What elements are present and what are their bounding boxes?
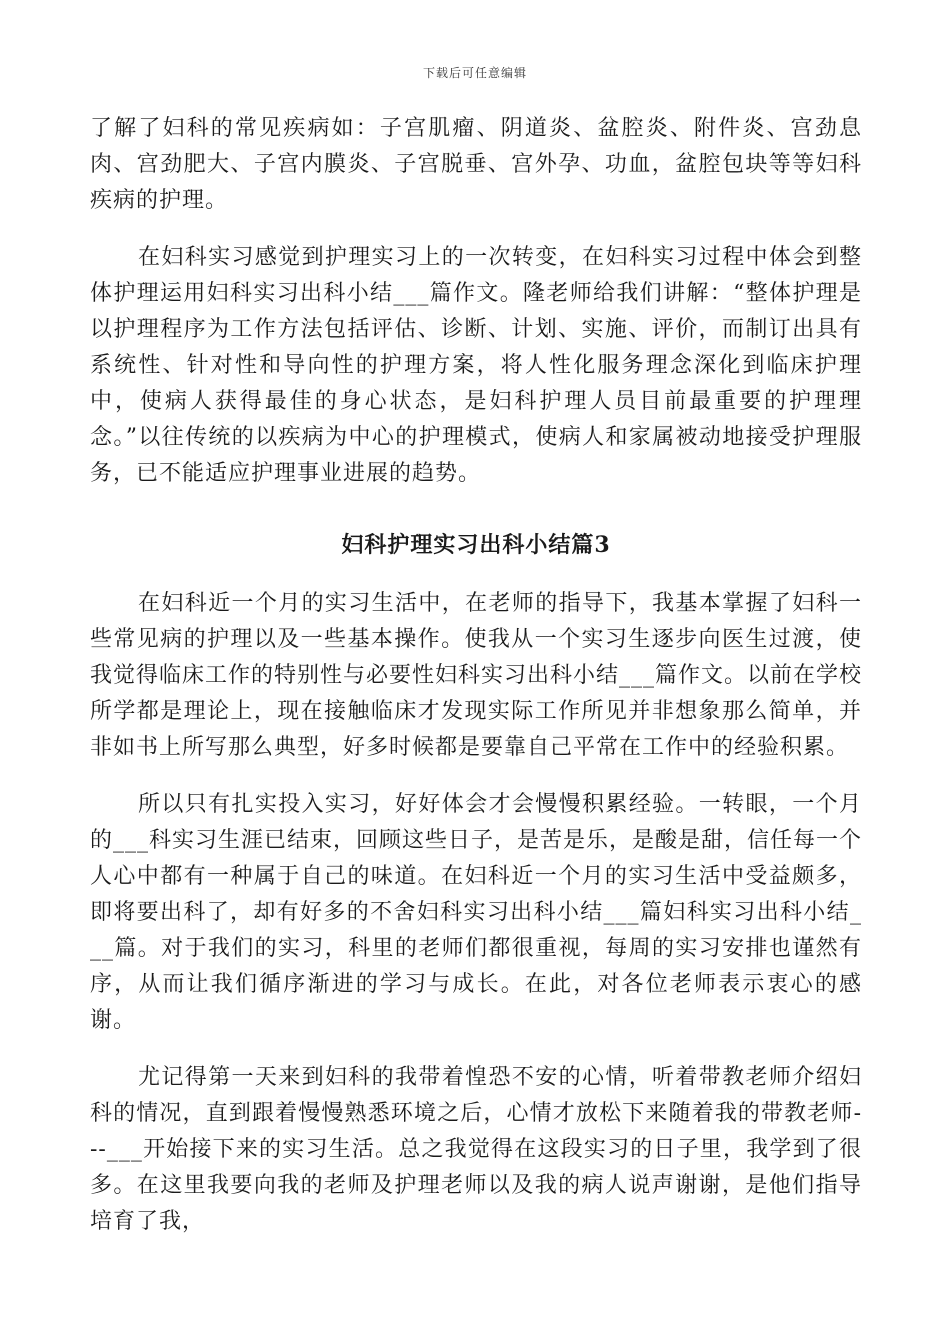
paragraph-holistic-nursing: 在妇科实习感觉到护理实习上的一次转变，在妇科实习过程中体会到整体护理运用妇科实习出科小结___篇作文。隆老师给我们讲解：“整体护理是以护理程序为工作方法包括评估、诊断、计划、实施、评价，而制订出具有系统性、针对性和导向性的护理方案，将人性化服务理念深化到临床护理中，使病人获得最佳的身心状态，是妇科护理人员目前最重要的护理理念。”以往传统的以疾病为中心的护理模式，使病人和家属被动地接受护理服务，已不能适应护理事业进展的趋势。	[90, 245, 862, 486]
document-body	[90, 111, 862, 1240]
section-title: 妇科护理实习出科小结篇3	[341, 532, 611, 558]
paragraph-disease-list: 了解了妇科的常见疾病如：子宫肌瘤、阴道炎、盆腔炎、附件炎、宫劲息肉、宫劲肥大、子宫内膜炎、子宫脱垂、宫外孕、功血，盆腔包块等等妇科疾病的护理。	[90, 116, 862, 213]
paragraph-gratitude: 所以只有扎实投入实习，好好体会才会慢慢积累经验。一转眼，一个月的___科实习生涯已结束，回顾这些日子，是苦是乐，是酸是甜，信任每一个人心中都有一种属于自己的味道。在妇科近一个月的实习生活中受益颇多，即将要出科了，却有好多的不舍妇科实习出科小结___篇妇科实习出科小结___篇。对于我们的实习，科里的老师们都很重视，每周的实习安排也谨然有序，从而让我们循序渐进的学习与成长。在此，对各位老师表示衷心的感谢。	[90, 792, 863, 1033]
paragraph-internship-month: 在妇科近一个月的实习生活中，在老师的指导下，我基本掌握了妇科一些常见病的护理以及一些基本操作。使我从一个实习生逐步向医生过渡，使我觉得临床工作的特别性与必要性妇科实习出科小结___篇作文。以前在学校所学都是理论上，现在接触临床才发现实际工作所见并非想象那么简单，并非如书上所写那么典型，好多时候都是要靠自己平常在工作中的经验积累。	[90, 591, 863, 760]
header-note: 下载后可任意编辑	[422, 66, 527, 80]
paragraph-first-day: 尤记得第一天来到妇科的我带着惶恐不安的心情，听着带教老师介绍妇科的情况，直到跟着慢慢熟悉环境之后，心情才放松下来随着我的带教老师---___开始接下来的实习生活。总之我觉得在这段实习的日子里，我学到了很多。在这里我要向我的老师及护理老师以及我的病人说声谢谢，是他们指导培育了我，	[90, 1065, 862, 1234]
